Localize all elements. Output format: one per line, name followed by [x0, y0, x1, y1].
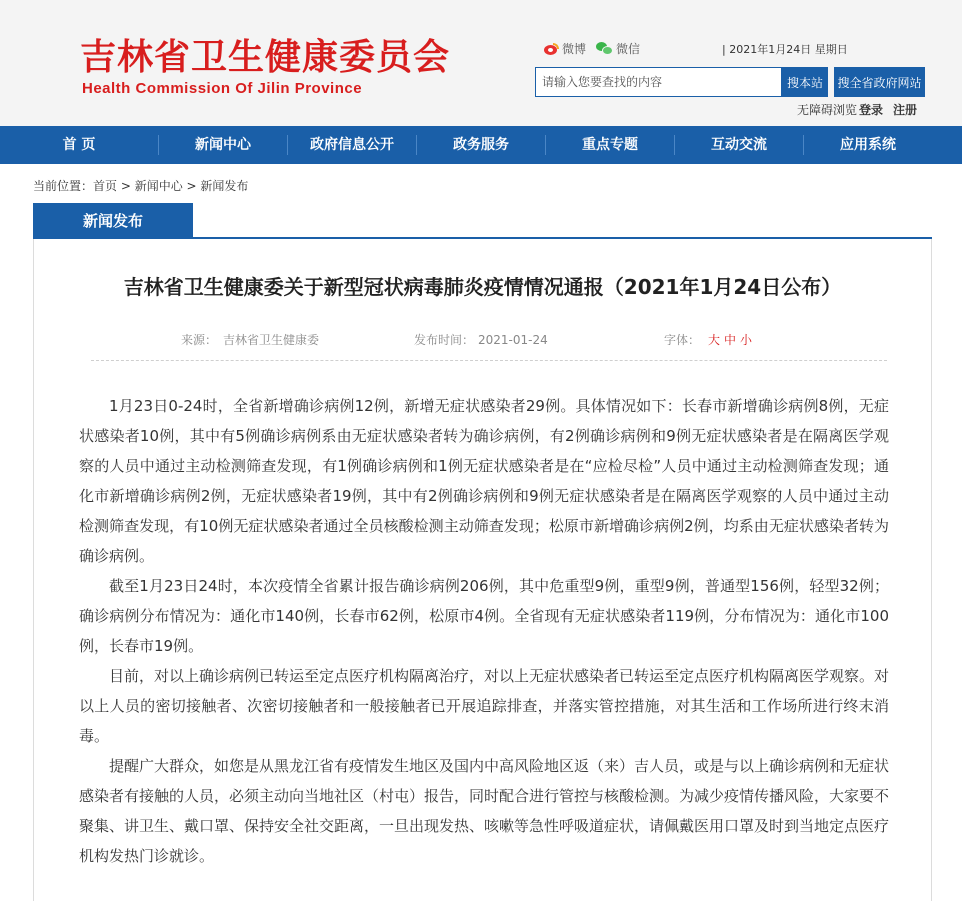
breadcrumb [33, 177, 248, 194]
search-input[interactable] [535, 67, 782, 97]
wechat-link[interactable] [596, 40, 640, 57]
nav-item-home[interactable]: 首 页 [62, 137, 96, 153]
article-paragraph: 1月23日0-24时，全省新增确诊病例12例，新增无症状感染者29例。具体情况如下：长春市新增确诊病例8例，无症状感染者10例，其中有5例确诊病例系由无症状感染者转为确诊病例，有2例确诊病例和9例无症状感染者是在隔离医学观察的人员中通过主动检测筛查发现，有1例确诊病例和1例无症状感染者是在“应检尽检”人员中通过主动检测筛查发现；通化市新增确诊病例2例，无症状感染者19例，其中有2例确诊病例和9例无症状感染者是在隔离医学观察的人员中通过主动检测筛查发现，有10例无症状感染者通过全员核酸检测主动筛查发现；松原市新增确诊病例2例，均系由无症状感染者转为确诊病例。 [79, 397, 889, 565]
article-meta [91, 327, 887, 361]
wechat-label: 微信 [616, 42, 641, 56]
search-site-button[interactable]: 搜本站 [782, 67, 828, 97]
breadcrumb-separator: > [182, 179, 201, 193]
breadcrumb-news-release[interactable]: 新闻发布 [200, 179, 249, 193]
social-links [544, 40, 640, 57]
top-links [797, 101, 917, 118]
weibo-link[interactable] [544, 40, 586, 57]
breadcrumb-news-center[interactable]: 新闻中心 [134, 179, 183, 193]
font-size-controls: 字体： 大 中 小 [664, 333, 753, 347]
register-link[interactable]: 注册 [893, 103, 918, 117]
site-header [0, 0, 962, 126]
site-logo-english[interactable]: Health Commission Of Jilin Province [82, 80, 363, 97]
article-paragraph: 提醒广大群众，如您是从黑龙江省有疫情发生地区及国内中高风险地区返（来）吉人员，或是与以上确诊病例和无症状感染者有接触的人员，必须主动向当地社区（村屯）报告，同时配合进行管控与核酸检测。为减少疫情传播风险，大家要不聚集、讲卫生、戴口罩、保持安全社交距离，一旦出现发热、咳嗽等急性呼吸道症状，请佩戴医用口罩及时到当地定点医疗机构发热门诊就诊。 [79, 757, 890, 865]
nav-item-interaction[interactable]: 互动交流 [711, 137, 767, 153]
breadcrumb-separator: > [117, 179, 135, 193]
article [33, 239, 932, 901]
article-paragraph: 目前，对以上确诊病例已转运至定点医疗机构隔离治疗，对以上无症状感染者已转运至定点医疗机构隔离医学观察。对以上人员的密切接触者、次密切接触者和一般接触者已开展追踪排查，并落实管控措施，对其生活和工作场所进行终末消毒。 [79, 667, 890, 745]
search-province-button[interactable]: 搜全省政府网站 [834, 67, 925, 97]
article-publish-time: 发布时间： 2021-01-24 [414, 333, 548, 347]
breadcrumb-home[interactable]: 首页 [93, 179, 118, 193]
wechat-icon [596, 42, 613, 55]
article-title: 吉林省卫生健康委关于新型冠状病毒肺炎疫情情况通报（2021年1月24日公布） [123, 275, 842, 299]
nav-item-apps[interactable]: 应用系统 [840, 137, 896, 153]
current-date: | 2021年1月24日 星期日 [722, 43, 848, 56]
nav-item-topics[interactable]: 重点专题 [582, 137, 638, 153]
font-size-small[interactable]: 小 [740, 333, 753, 347]
login-link[interactable]: 登录 [859, 103, 884, 117]
font-size-large[interactable]: 大 [708, 333, 721, 347]
breadcrumb-label: 当前位置： [33, 179, 94, 193]
accessible-browse-link[interactable]: 无障碍浏览 [797, 103, 858, 117]
nav-item-services[interactable]: 政务服务 [453, 137, 509, 153]
article-paragraph: 截至1月23日24时，本次疫情全省累计报告确诊病例206例，其中危重型9例，重型9例，普通型156例，轻型32例；确诊病例分布情况为：通化市140例，长春市62例，松原市4例。全省现有无症状感染者119例，分布情况为：通化市100例，长春市19例。 [79, 577, 889, 655]
article-source: 来源： 吉林省卫生健康委 [181, 333, 320, 347]
main-nav [0, 126, 962, 164]
weibo-icon [544, 43, 559, 55]
font-size-medium[interactable]: 中 [724, 333, 737, 347]
weibo-label: 微博 [562, 42, 587, 56]
section-tab-news-release[interactable]: 新闻发布 [33, 203, 193, 239]
nav-item-news[interactable]: 新闻中心 [195, 137, 251, 153]
site-logo-chinese[interactable]: 吉林省卫生健康委员会 [80, 36, 451, 78]
article-body [79, 391, 889, 871]
nav-item-gov-info[interactable]: 政府信息公开 [310, 137, 394, 153]
section-header [33, 203, 932, 239]
